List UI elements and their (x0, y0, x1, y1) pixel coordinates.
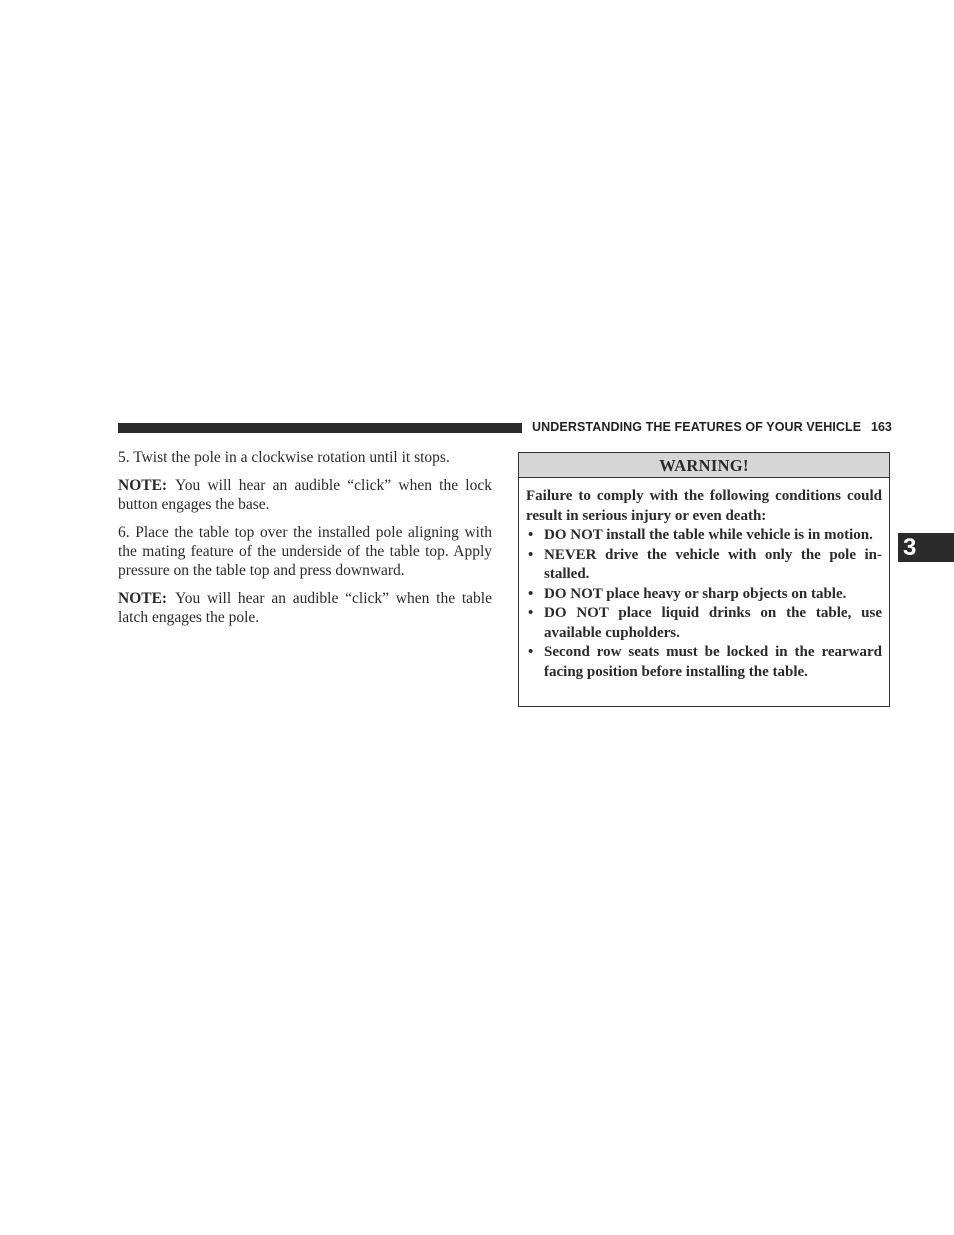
note-1 (118, 476, 492, 514)
warning-title: WARNING! (519, 453, 889, 478)
warning-item-text: DO NOT install the table while vehicle is in motion. (544, 527, 873, 543)
note-label: NOTE: (118, 477, 168, 494)
bullet-icon: • (528, 644, 534, 660)
note-text: You will hear an audible “click” when the table latch engages the pole. (118, 590, 492, 626)
warning-item-text: DO NOT place liquid drinks on the table, use available cupholders. (544, 605, 882, 641)
note-label: NOTE: (118, 590, 168, 607)
bullet-icon: • (528, 585, 534, 602)
chapter-tab: 3 (898, 533, 954, 562)
warning-item (526, 526, 882, 546)
warning-item-text: NEVER drive the vehicle with only the pole in-stalled. (544, 546, 882, 582)
warning-item (526, 643, 882, 682)
bullet-icon: • (528, 605, 534, 621)
warning-intro: Failure to comply with the following conditions could result in serious injury or even death: (526, 488, 882, 524)
warning-item (526, 546, 882, 585)
bullet-icon: • (528, 527, 534, 543)
warning-body (519, 478, 889, 682)
section-title: UNDERSTANDING THE FEATURES OF YOUR VEHICLE (532, 420, 862, 434)
step-5: 5. Twist the pole in a clockwise rotation until it stops. (118, 449, 450, 466)
warning-item-text: DO NOT place heavy or sharp objects on table. (544, 585, 847, 602)
warning-item (526, 604, 882, 643)
warning-item (526, 585, 882, 605)
warning-box (518, 452, 890, 707)
header-rule (118, 423, 522, 433)
step-6: 6. Place the table top over the installed pole aligning with the mating feature of the underside of the table top. Apply pressure on the table top and press downward. (118, 524, 492, 579)
instructions-column (118, 448, 492, 636)
note-2 (118, 589, 492, 627)
bullet-icon: • (528, 546, 534, 563)
warning-list (526, 526, 882, 682)
page-number: 163 (871, 420, 892, 434)
warning-item-text: Second row seats must be locked in the rearward facing position before installing the table. (544, 644, 882, 680)
note-text: You will hear an audible “click” when the lock button engages the base. (118, 477, 492, 513)
